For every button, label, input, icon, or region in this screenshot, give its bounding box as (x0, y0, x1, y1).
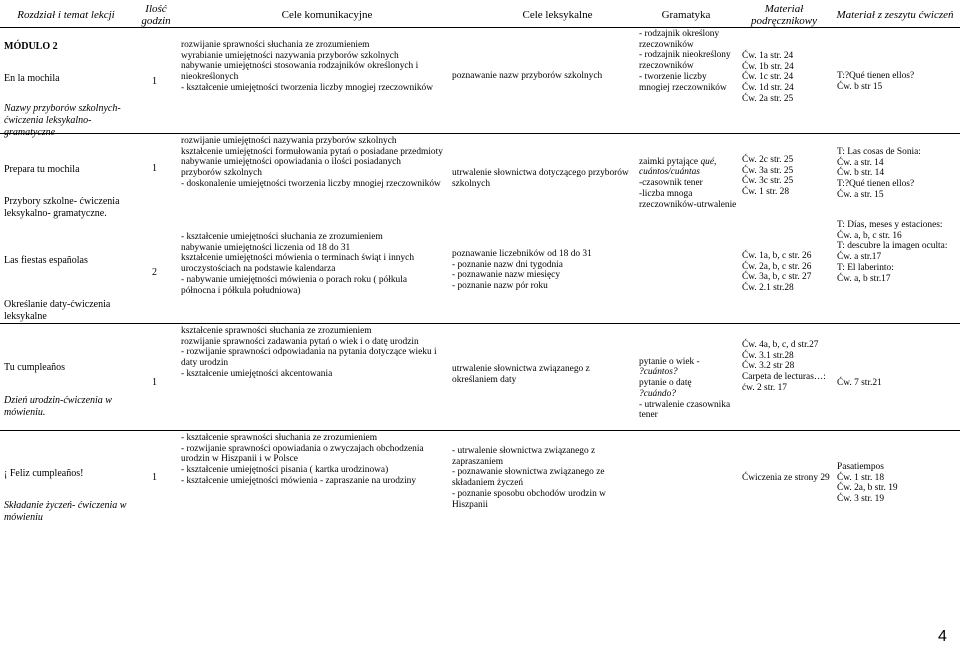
page-number: 4 (938, 628, 947, 645)
row-2-hours: 1 (152, 163, 157, 174)
row-5-topic-subtitle: Składanie życzeń- ćwiczenia w mówieniu (4, 500, 127, 523)
header-lexical: Cele leksykalne (522, 9, 593, 21)
row-4-workbook: Ćw. 7 str.21 (837, 378, 882, 388)
row-1-grammar: - rodzajnik określony rzeczowników - rodzajnik nieokreślony rzeczowników - tworzenie liczby mnogiej rzeczowników (639, 29, 731, 93)
row-4-grammar (639, 346, 735, 421)
header-divider (0, 27, 960, 28)
row-1-lexical: poznawanie nazw przyborów szkolnych (452, 71, 603, 81)
row-1-textbook: Ćw. 1a str. 24 Ćw. 1b str. 24 Ćw. 1c str. 24 Ćw. 1d str. 24 Ćw. 2a str. 25 (742, 51, 794, 104)
row-3-lexical: poznawanie liczebników od 18 do 31 - poznanie nazw dni tygodnia - poznawanie nazw miesięcy - poznanie nazw pór roku (452, 249, 592, 292)
row-5-topic-title: ¡ Feliz cumpleaños! (4, 468, 84, 479)
row-2-topic-title: Prepara tu mochila (4, 164, 80, 175)
row-3-topic-title: Las fiestas españolas (4, 255, 88, 266)
row-1-divider (0, 133, 960, 134)
row-2-grammar (639, 146, 739, 210)
row-3-hours: 2 (152, 267, 157, 278)
row-2-grammar-spanish: qué, cuántos/cuántas (639, 156, 717, 178)
row-3-divider (0, 323, 960, 324)
row-5-communicative: - kształcenie sprawności słuchania ze zrozumieniem - rozwijanie sprawności opowiadania o zwyczajach obchodzenia urodzin w Hiszpanii i w Polsce - kształcenie umiejętności pisania ( kartka urodzinowa) - kształcenie umiejętności mówienia - zapraszanie na urodziny (181, 433, 424, 486)
header-topic: Rozdział i temat lekcji (17, 9, 115, 21)
row-4-grammar-cuantos: ?cuántos? (639, 367, 678, 378)
row-5-workbook: Pasatiempos Ćw. 1 str. 18 Ćw. 2a, b str. 19 Ćw. 3 str. 19 (837, 462, 898, 505)
row-2-workbook: T: Las cosas de Sonia: Ćw. a str. 14 Ćw. b str. 14 T:?Qué tienen ellos? Ćw. a str. 15 (837, 147, 921, 200)
row-4-topic-subtitle: Dzień urodzin-ćwiczenia w mówieniu. (4, 395, 112, 418)
row-3-topic (4, 243, 132, 335)
row-4-lexical: utrwalenie słownictwa związanego z określaniem daty (452, 364, 590, 385)
row-2-topic (4, 152, 132, 232)
row-4-grammar-date: pytanie o datę (639, 378, 692, 389)
row-4-grammar-age: pytanie o wiek - (639, 356, 700, 367)
row-4-grammar-rest: - utrwalenie czasownika tener (639, 399, 731, 421)
row-5-lexical: - utrwalenie słownictwa związanego z zapraszaniem - poznawanie słownictwa związanego ze składaniem życzeń - poznanie sposobu obchodów urodzin w Hiszpanii (452, 446, 606, 510)
row-2-communicative: rozwijanie umiejętności nazywania przyborów szkolnych kształcenie umiejętności formułowania pytań o posiadane przedmioty nabywanie umiejętności opowiadania o ilości posiadanych przyborów szkolnych - doskonalenie umiejętności tworzenia liczby mnogiej rzeczowników (181, 136, 443, 189)
row-4-divider (0, 430, 960, 431)
row-3-textbook: Ćw. 1a, b, c str. 26 Ćw. 2a, b, c str. 26 Ćw. 3a, b, c str. 27 Ćw. 2.1 str.28 (742, 251, 812, 294)
header-communicative: Cele komunikacyjne (281, 9, 373, 21)
row-2-grammar-rest: -czasownik tener -liczba mnoga rzeczowników-utrwalenie (639, 178, 737, 210)
row-2-textbook: Ćw. 2c str. 25 Ćw. 3a str. 25 Ćw. 3c str. 25 Ćw. 1 str. 28 (742, 155, 794, 198)
row-5-hours: 1 (152, 472, 157, 483)
row-4-hours: 1 (152, 377, 157, 388)
header-workbook: Materiał z zeszytu ćwiczeń (836, 9, 954, 21)
row-2-lexical: utrwalenie słownictwa dotyczącego przyborów szkolnych (452, 168, 629, 189)
row-5-textbook: Ćwiczenia ze strony 29 (742, 473, 830, 483)
row-1-module-label: MÓDULO 2 (4, 41, 58, 52)
row-3-topic-subtitle: Określanie daty-ćwiczenia leksykalne (4, 299, 111, 322)
row-4-textbook: Ćw. 4a, b, c, d str.27 Ćw. 3.1 str.28 Ćw. 3.2 str 28 Carpeta de lecturas…: ćw. 2 str. 17 (742, 340, 826, 393)
header-hours: Ilość godzin (141, 3, 171, 27)
row-4-topic (4, 350, 132, 431)
row-1-topic-subtitle: Nazwy przyborów szkolnych-ćwiczenia leksykalno-gramatyczne (4, 103, 121, 138)
row-1-hours: 1 (152, 76, 157, 87)
row-4-communicative: kształcenie sprawności słuchania ze zrozumieniem rozwijanie sprawności zadawania pytań o wiek i o datę urodzin - rozwijanie sprawności odpowiadania na pytania dotyczące wieku i daty urodzin - kształcenie umiejętności akcentowania (181, 326, 437, 379)
row-4-topic-title: Tu cumpleaños (4, 362, 66, 373)
row-4-grammar-cuando: ?cuándo? (639, 388, 676, 399)
row-2-grammar-text: zaimki pytające (639, 156, 701, 167)
row-1-topic-title: En la mochila (4, 73, 60, 84)
row-3-workbook: T: Días, meses y estaciones: Ćw. a, b, c str. 16 T: descubre la imagen oculta: Ćw. a str.17 T: El laberinto: Ćw. a, b str.17 (837, 220, 948, 284)
row-1-workbook: T:?Qué tienen ellos? Ćw. b str 15 (837, 71, 915, 92)
header-grammar: Gramatyka (661, 9, 711, 21)
row-5-topic (4, 456, 132, 536)
row-2-topic-subtitle: Przybory szkolne- ćwiczenia leksykalno- gramatyczne. (4, 196, 120, 219)
row-3-communicative: - kształcenie umiejętności słuchania ze zrozumieniem nabywanie umiejętności liczenia od 18 do 31 kształcenie umiejętności mówienia o terminach świąt i innych uroczystościach na podstawie kalendarza - nabywanie umiejętności mówienia o porach roku ( półkula północna i półkula południowa) (181, 232, 415, 296)
header-textbook: Materiał podręcznikowy (751, 3, 817, 27)
row-1-communicative: rozwijanie sprawności słuchania ze zrozumieniem wyrabianie umiejętności nazywania przyborów szkolnych nabywanie umiejętności stosowania rodzajników określonych i nieokreślonych - kształcenie umiejętności tworzenia liczby mnogiej rzeczowników (181, 40, 433, 93)
